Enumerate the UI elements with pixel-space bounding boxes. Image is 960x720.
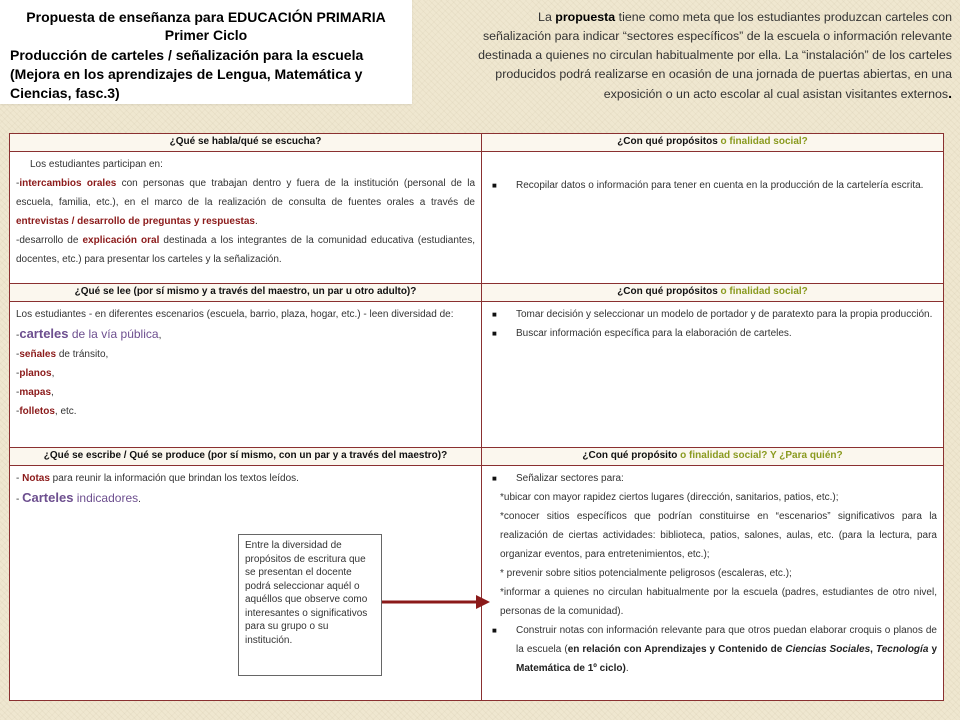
section1-a5: .	[254, 216, 258, 227]
section3-sub-2: * prevenir sobre sitios potencialmente peligrosos (escaleras, etc.);	[500, 568, 792, 579]
section2-body-row	[10, 302, 944, 448]
intro-bold: propuesta	[555, 10, 616, 24]
section3-sub-0: *ubicar con mayor rapidez ciertos lugares (dirección, sanitarios, patios, etc.);	[500, 492, 839, 503]
section1-a2: intercambios orales	[19, 178, 117, 189]
section3-right-header-b: o finalidad social? Y ¿Para quién?	[680, 450, 843, 461]
section1-item-oral-exchanges	[16, 174, 475, 231]
section1-b2: explicación oral	[82, 235, 160, 246]
section1-a1: -	[16, 178, 20, 189]
title-line3: Producción de carteles / señalización para la escuela (Mejora en los aprendizajes de Lengua, Matemática y Ciencias, fasc.3)	[10, 47, 364, 101]
section1-right-header-a: ¿Con qué propósitos	[617, 136, 721, 147]
title-box	[0, 0, 412, 104]
section2-item3-kw: mapas	[19, 387, 52, 398]
intro-text-a: La	[538, 10, 556, 24]
section3-body-row	[10, 466, 944, 701]
section2-item0-end: ,	[158, 330, 162, 341]
section3-b2c: Ciencias Sociales	[785, 644, 871, 655]
intro-text-b: tiene como meta que los estudiantes produzcan carteles con señalización para indicar “sectores específicos” de la escuela o información relevante destinada a quienes no circulan habitualmente por ella. La “instalación” de los carteles producidos podrá realizarse en ocasión de una jornada de puertas abiertas, en una exposición o un acto escolar al cual asistan visitantes externos	[478, 10, 952, 101]
square-bullet-icon: ■	[492, 181, 497, 190]
section2-item1-rest: de tránsito,	[56, 349, 109, 360]
section1-b1: -desarrollo de	[16, 235, 83, 246]
section2-right-header-a: ¿Con qué propósitos	[617, 286, 721, 297]
square-bullet-icon: ■	[492, 474, 497, 483]
section2-header-row	[10, 284, 944, 302]
section1-left-header: ¿Qué se habla/qué se escucha?	[10, 134, 482, 152]
section2-item0-pre: -	[16, 330, 20, 341]
intro-end: .	[948, 85, 952, 101]
section2-item2-rest: ,	[51, 368, 55, 379]
section3-item-notas	[16, 469, 475, 488]
section2-right-header-b: o finalidad social?	[720, 286, 808, 297]
section3-header-row	[10, 448, 944, 466]
square-bullet-icon: ■	[492, 626, 497, 635]
section3-right-header	[482, 448, 944, 466]
section1-right-header	[482, 134, 944, 152]
section3-b2d: ,	[870, 644, 876, 655]
title-line2: Primer Ciclo	[164, 27, 248, 43]
section1-b3: destinada a los integrantes de la comunidad educativa (estudiantes, docentes, etc.) para presentar los carteles y la señalización.	[16, 235, 476, 265]
section3-bullet1: Señalizar sectores para:	[516, 473, 624, 484]
section2-left-cell	[10, 302, 482, 448]
section3-item2-end: .	[138, 494, 141, 505]
square-bullet-icon: ■	[492, 329, 497, 338]
section1-a3: con personas que trabajan dentro y fuera de la institución (personal de la escuela, familia, etc.), en el marco de la realización de consulta de fuentes orales a través de	[16, 178, 476, 208]
section2-item4-rest: , etc.	[54, 406, 77, 417]
section2-item2-pre: -	[16, 368, 20, 379]
section2-item4-pre: -	[16, 406, 20, 417]
section3-item1-kw: Notas	[22, 473, 50, 484]
section3-sub-3: *informar a quienes no circulan habitualmente por la escuela (padres, estudiantes de otro nivel, personas de la comunidad).	[500, 587, 937, 617]
title-line1: Propuesta de enseñanza para EDUCACIÓN PRIMARIA	[26, 9, 386, 25]
section2-left-header: ¿Qué se lee (por sí mismo y a través del maestro, un par u otro adulto)?	[10, 284, 482, 302]
section3-left-header: ¿Qué se escribe / Qué se produce (por sí mismo, con un par y a través del maestro)?	[10, 448, 482, 466]
section1-right-item	[488, 176, 937, 195]
section2-item0-rest: de la vía pública	[68, 327, 159, 341]
section3-right-header-a: ¿Con qué propósito	[582, 450, 681, 461]
section1-item-oral-explanation	[16, 231, 475, 269]
section3-bullet2	[516, 621, 937, 678]
section2-item1-kw: señales	[19, 349, 57, 360]
section2-item0-kw: carteles	[19, 326, 69, 341]
plan-table	[9, 133, 944, 701]
section3-b2f: y Matemática de 1º ciclo)	[516, 644, 938, 674]
right-arrow-icon	[382, 592, 492, 612]
section2-item3-pre: -	[16, 387, 20, 398]
section3-item1-rest: para reunir la información que brindan los textos leídos.	[49, 473, 299, 484]
section2-item2-kw: planos	[19, 368, 52, 379]
section3-right-cell	[482, 466, 944, 701]
section1-right-text: Recopilar datos o información para tener en cuenta en la producción de la cartelería escrita.	[516, 180, 924, 191]
section3-b2a: Construir notas con información relevante para que otros puedan elaborar croquis o planos de la escuela (	[516, 625, 937, 655]
section2-lead: Los estudiantes - en diferentes escenarios (escuela, barrio, plaza, hogar, etc.) - leen diversidad de:	[16, 309, 454, 320]
section1-body-row	[10, 152, 944, 284]
section1-right-cell	[482, 152, 944, 284]
section2-item-mapas	[16, 383, 475, 402]
section2-right-text-0: Tomar decisión y seleccionar un modelo de portador y de paratexto para la propia producción.	[516, 309, 933, 320]
section2-right-item	[488, 324, 937, 343]
section1-header-row	[10, 134, 944, 152]
section3-item2-pre: -	[16, 494, 23, 505]
section3-item2-kw: Carteles	[22, 490, 74, 505]
section2-item1-pre: -	[16, 349, 20, 360]
section1-lead: Los estudiantes participan en:	[30, 159, 163, 170]
section2-item-planos	[16, 364, 475, 383]
callout-note: Entre la diversidad de propósitos de escritura que se presentan el docente podrá seleccionar aquél o aquéllos que observe como interesantes o significativos para su grupo o su institución.	[238, 534, 382, 676]
section1-a4: entrevistas / desarrollo de preguntas y respuestas	[16, 216, 255, 227]
section3-item-carteles	[16, 488, 475, 509]
section2-right-header	[482, 284, 944, 302]
section3-right-item	[488, 621, 937, 678]
section1-right-header-b: o finalidad social?	[720, 136, 808, 147]
section3-b2g: .	[625, 663, 629, 674]
section3-b2e: Tecnología	[875, 644, 929, 655]
section2-right-text-1: Buscar información específica para la elaboración de carteles.	[516, 328, 792, 339]
section1-left-cell	[10, 152, 482, 284]
square-bullet-icon: ■	[492, 310, 497, 319]
section2-right-item	[488, 305, 937, 324]
section2-item-senales	[16, 345, 475, 364]
section2-item4-kw: folletos	[19, 406, 55, 417]
section3-sub-1: *conocer sitios específicos que podrían constituirse en “escenarios” significativos para la realización de ciertas actividades: biblioteca, patios, salones, aulas, etc. (para la lectura, para organizar eventos, para entretenimientos, etc.);	[500, 511, 937, 560]
section2-item3-rest: ,	[51, 387, 54, 398]
section3-right-item	[488, 469, 937, 488]
section2-right-cell	[482, 302, 944, 448]
section3-b2b: en relación con Aprendizajes y Contenido de	[567, 644, 786, 655]
section3-item2-rest: indicadores	[73, 491, 139, 505]
section3-item1-pre: -	[16, 473, 23, 484]
section2-item-carteles	[16, 324, 475, 345]
section2-item-folletos	[16, 402, 475, 421]
intro-paragraph	[470, 8, 952, 104]
